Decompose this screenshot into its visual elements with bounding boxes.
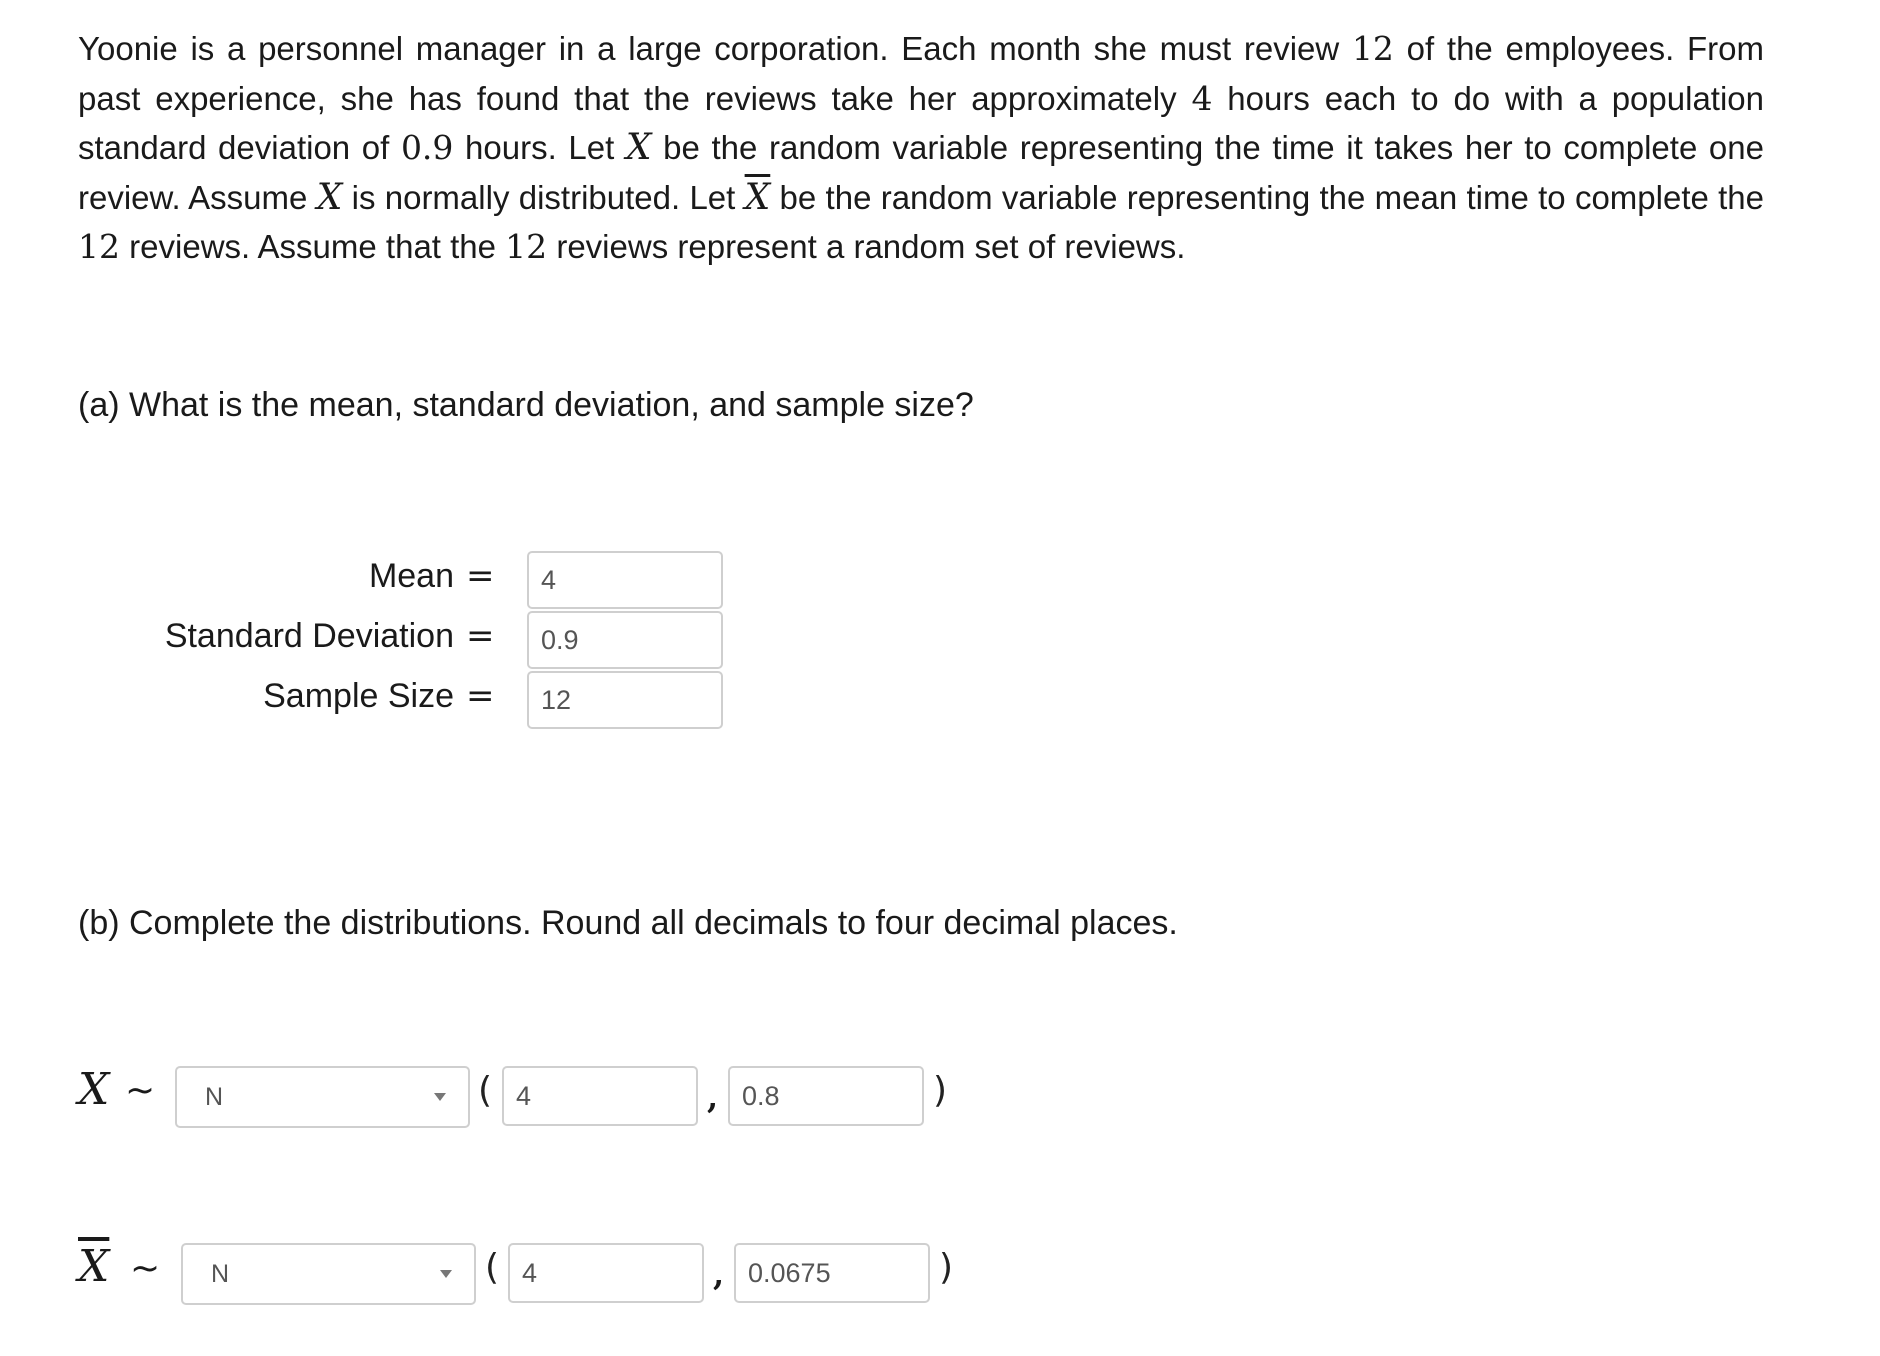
x-symbol: X: [78, 1064, 110, 1115]
x-comma: ,: [707, 1078, 719, 1116]
x-tilde: ~: [125, 1070, 156, 1111]
x-distribution-selected: N: [205, 1083, 224, 1111]
problem-variable: X: [316, 176, 343, 218]
problem-text: Yoonie is a personnel manager in a large corporation. Each month she must review: [78, 30, 1352, 67]
problem-text: be the random variable representing the time it takes her to complete one review. Assume: [78, 129, 1764, 216]
xbar-open-paren: (: [485, 1247, 500, 1288]
x-sd-input[interactable]: [728, 1066, 924, 1126]
xbar-sd-input[interactable]: [734, 1243, 930, 1303]
xbar-close-paren: ): [939, 1247, 954, 1288]
x-distribution-select[interactable]: [175, 1066, 470, 1128]
problem-paragraph: [78, 24, 1764, 272]
x-close-paren: ): [933, 1070, 948, 1111]
mean-input[interactable]: [527, 551, 723, 609]
problem-variable: $\overline{X}$: [744, 176, 771, 218]
problem-number: 0.9: [400, 128, 454, 167]
problem-variable: X: [625, 127, 652, 168]
problem-text: be the random variable representing the mean time to complete the: [770, 178, 1765, 216]
chevron-down-icon: [434, 1093, 446, 1101]
problem-text: reviews. Assume that the: [120, 228, 506, 265]
xbar-distribution-select[interactable]: [181, 1243, 476, 1305]
problem-number: 12: [505, 227, 548, 266]
xbar-tilde: ~: [130, 1248, 161, 1289]
sample-size-label: Sample Size: [263, 677, 454, 715]
x-open-paren: (: [478, 1070, 493, 1111]
mean-equals: =: [466, 556, 495, 596]
problem-number: 12: [78, 227, 120, 266]
problem-statement: [78, 24, 1764, 272]
xbar-mean-input[interactable]: [508, 1243, 704, 1303]
xbar-distribution-selected: N: [211, 1260, 230, 1288]
problem-text: reviews represent a random set of reviews.: [547, 228, 1186, 265]
sample-size-input[interactable]: [527, 671, 723, 729]
chevron-down-icon: [440, 1270, 452, 1278]
part-b-question: (b) Complete the distributions. Round all decimals to four decimal places.: [78, 904, 1178, 942]
problem-text: is normally distributed. Let: [342, 178, 745, 216]
mean-label: Mean: [368, 557, 454, 595]
sd-label: Standard Deviation: [164, 617, 454, 655]
xbar-comma: ,: [713, 1255, 725, 1293]
problem-text: hours. Let: [453, 129, 626, 166]
sample-size-equals: =: [466, 676, 495, 716]
x-mean-input[interactable]: [502, 1066, 698, 1126]
standard-deviation-input[interactable]: [527, 611, 723, 669]
xbar-symbol: $\overline{X}$: [78, 1241, 110, 1292]
problem-text: hours each to do with a population standard deviation of: [78, 79, 1765, 166]
sd-equals: =: [466, 616, 495, 656]
problem-text: of the employees. From past experience, she has found that the reviews take her approximately: [78, 30, 1764, 117]
part-a-question: (a) What is the mean, standard deviation, and sample size?: [78, 386, 974, 424]
problem-number: 12: [1351, 29, 1394, 68]
problem-number: 4: [1191, 78, 1213, 118]
